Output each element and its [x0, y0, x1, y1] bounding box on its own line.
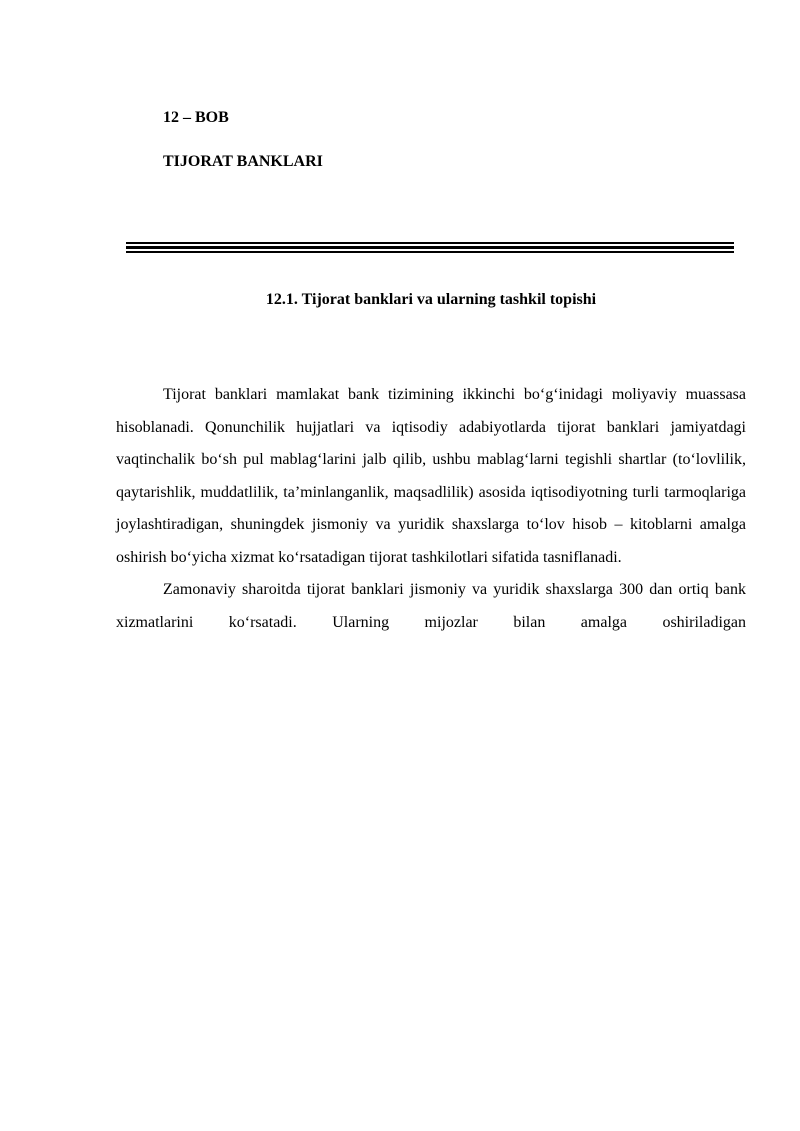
paragraph-2: Zamonaviy sharoitda tijorat banklari jismoniy va yuridik shaxslarga 300 dan ortiq bank xizmatlarini ko‘rsatadi. Ularning mijozlar bilan amalga oshiriladigan — [116, 581, 746, 631]
divider-line-middle — [126, 246, 734, 249]
chapter-title: TIJORAT BANKLARI — [163, 153, 323, 170]
divider-line-top — [126, 242, 734, 244]
chapter-number: 12 – BOB — [163, 109, 229, 126]
section-heading: 12.1. Tijorat banklari va ularning tashkil topishi — [265, 291, 597, 308]
body-text — [116, 379, 746, 639]
divider-line-bottom — [126, 251, 734, 253]
paragraph-1: Tijorat banklari mamlakat bank tizimining ikkinchi bo‘g‘inidagi moliyaviy muassasa hisoblanadi. Qonunchilik hujjatlari va iqtisodiy adabiyotlarda tijorat banklari jamiyatdagi vaqtinchalik bo‘sh pul mablag‘larini jalb qilib, ushbu mablag‘larni tegishli shartlar (to‘lovlilik, qaytarishlik, muddatlilik, ta’minlanganlik, maqsadlilik) asosida iqtisodiyotning turli tarmoqlariga joylashtiradigan, shuningdek jismoniy va yuridik shaxslarga to‘lov hisob – kitoblarni amalga oshirish bo‘yicha xizmat ko‘rsatadigan tijorat tashkilotlari sifatida tasniflanadi. — [116, 386, 746, 566]
triple-divider — [126, 242, 734, 254]
